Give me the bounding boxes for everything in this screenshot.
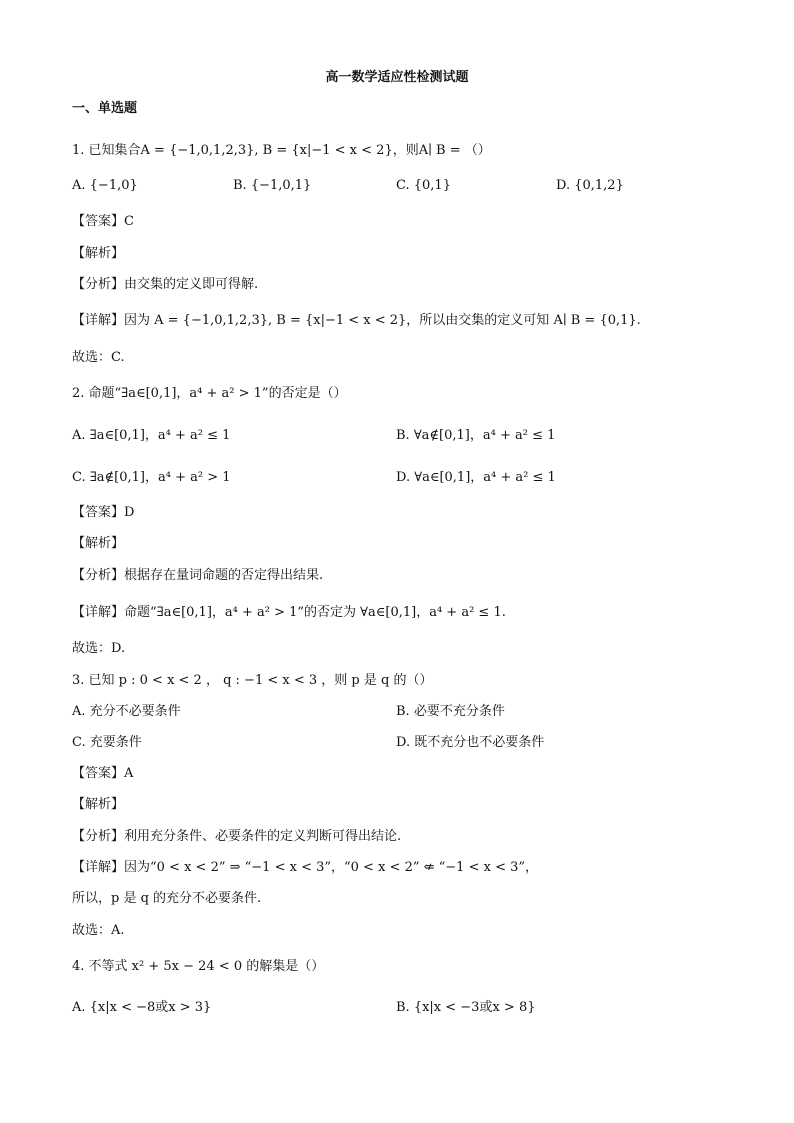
q3-option-d: D. 既不充分也不必要条件 [396, 735, 545, 750]
q1-fenxi: 【分析】由交集的定义即可得解. [72, 277, 259, 292]
q3-xiangjie: 【详解】因为“0 < x < 2” ⇒ “−1 < x < 3”，“0 < x < 2” ⇍ “−1 < x < 3”， [72, 860, 539, 875]
q2-option-b: B. ∀a∉[0,1]，a⁴ + a² ≤ 1 [396, 428, 556, 443]
q2-jiexi: 【解析】 [72, 536, 125, 551]
q3-answer: 【答案】A [72, 766, 134, 781]
q3-option-a: A. 充分不必要条件 [72, 704, 181, 719]
q1-option-c: C. {0,1} [396, 178, 451, 193]
q1-answer: 【答案】C [72, 214, 134, 229]
q1-guxuan: 故选：C. [72, 350, 125, 365]
q2-xiangjie: 【详解】命题“∃a∈[0,1]，a⁴ + a² > 1”的否定为 ∀a∈[0,1]，a⁴ + a² ≤ 1. [72, 605, 506, 620]
q3-jiexi: 【解析】 [72, 797, 125, 812]
q1-jiexi: 【解析】 [72, 246, 125, 261]
q2-option-a: A. ∃a∈[0,1]，a⁴ + a² ≤ 1 [72, 428, 231, 443]
q3-option-b: B. 必要不充分条件 [396, 704, 505, 719]
q1-option-b: B. {−1,0,1} [233, 178, 312, 193]
q1-option-a: A. {−1,0} [72, 178, 138, 193]
q2-answer: 【答案】D [72, 505, 135, 520]
q2-stem: 2. 命题“∃a∈[0,1]，a⁴ + a² > 1”的否定是（） [72, 386, 347, 401]
q4-stem: 4. 不等式 x² + 5x − 24 < 0 的解集是（） [72, 959, 325, 974]
q4-option-b: B. {x|x < −3或x > 8} [396, 1000, 536, 1015]
q3-fenxi: 【分析】利用充分条件、必要条件的定义判断可得出结论. [72, 829, 402, 844]
q1-xiangjie: 【详解】因为 A = {−1,0,1,2,3}, B = {x|−1 < x < 2}，所以由交集的定义可知 A∣ B = {0,1}. [72, 313, 641, 328]
q4-option-a: A. {x|x < −8或x > 3} [72, 1000, 212, 1015]
q3-option-c: C. 充要条件 [72, 735, 142, 750]
section-heading: 一、单选题 [72, 101, 138, 116]
q3-suoyi: 所以，p 是 q 的充分不必要条件. [72, 891, 262, 906]
q2-option-d: D. ∀a∈[0,1]，a⁴ + a² ≤ 1 [396, 470, 556, 485]
q2-option-c: C. ∃a∉[0,1]，a⁴ + a² > 1 [72, 470, 231, 485]
q3-stem: 3. 已知 p : 0 < x < 2 ， q : −1 < x < 3 ，则 p 是 q 的（） [72, 673, 433, 688]
q2-fenxi: 【分析】根据存在量词命题的否定得出结果. [72, 568, 324, 583]
page-title: 高一数学适应性检测试题 [325, 70, 469, 85]
q1-option-d: D. {0,1,2} [556, 178, 624, 193]
q2-guxuan: 故选：D. [72, 641, 126, 656]
q1-stem: 1. 已知集合A = {−1,0,1,2,3}, B = {x|−1 < x < 2}，则A∣ B = （） [72, 143, 491, 158]
q3-guxuan: 故选：A. [72, 923, 125, 938]
